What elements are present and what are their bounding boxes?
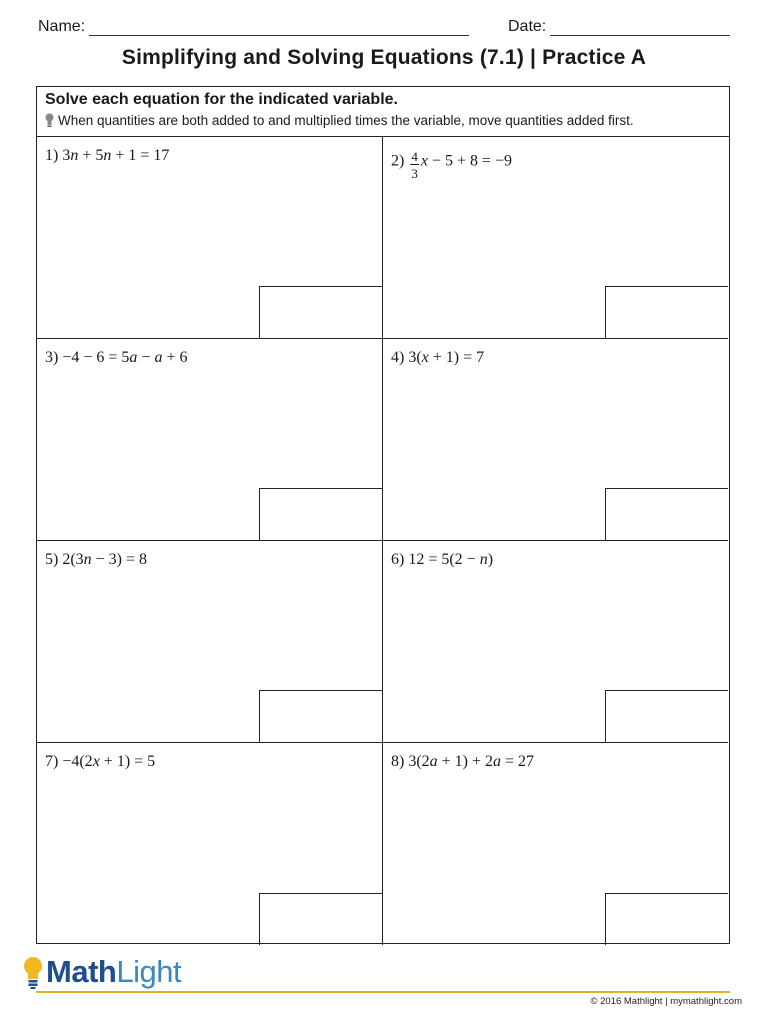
instructions-main: Solve each equation for the indicated variable. — [45, 91, 398, 108]
problem-number: 5) — [45, 551, 59, 568]
answer-box[interactable] — [605, 893, 728, 945]
problem-cell[interactable] — [383, 541, 728, 743]
problem-6: 6) 12 = 5(2 − n) — [391, 551, 494, 568]
problem-5: 5) 2(3n − 3) = 8 — [45, 551, 148, 568]
name-label: Name: — [38, 18, 86, 35]
problem-1: 1) 3n + 5n + 1 = 17 — [45, 147, 170, 164]
mathlight-logo — [22, 954, 181, 990]
lightbulb-icon — [45, 113, 54, 128]
logo-text — [46, 954, 181, 990]
logo-math: Math — [46, 954, 117, 989]
problem-3: 3) −4 − 6 = 5a − a + 6 — [45, 349, 188, 366]
answer-box[interactable] — [259, 893, 382, 945]
problem-cell[interactable] — [37, 541, 383, 743]
footer-divider — [36, 991, 730, 993]
name-field[interactable] — [38, 18, 469, 36]
problem-cell[interactable] — [383, 137, 728, 339]
name-blank[interactable] — [89, 19, 469, 36]
problem-number: 2) — [391, 152, 405, 170]
problem-cell[interactable] — [383, 339, 728, 541]
problem-number: 3) — [45, 349, 59, 366]
problem-cell[interactable] — [37, 137, 383, 339]
fraction-4-3: $\frac{4}{3}$ — [411, 149, 418, 181]
logo-light: Light — [116, 954, 182, 989]
problem-4: 4) 3(x + 1) = 7 — [391, 349, 485, 366]
lightbulb-icon — [22, 955, 44, 989]
instructions-tip — [45, 113, 723, 128]
answer-box[interactable] — [259, 286, 382, 338]
answer-box[interactable] — [259, 690, 382, 742]
problem-cell[interactable] — [383, 743, 728, 945]
problem-8: 8) 3(2a + 1) + 2a = 27 — [391, 753, 535, 770]
date-field[interactable] — [508, 18, 730, 36]
copyright: © 2016 Mathlight | mymathlight.com — [590, 996, 742, 1007]
problem-number: 8) — [391, 753, 405, 770]
problem-cell[interactable] — [37, 743, 383, 945]
problem-number: 6) — [391, 551, 405, 568]
problem-number: 7) — [45, 753, 59, 770]
worksheet-title: Simplifying and Solving Equations (7.1) | Practice A — [121, 46, 647, 69]
date-blank[interactable] — [550, 19, 730, 36]
problem-number: 4) — [391, 349, 405, 366]
instructions — [37, 87, 729, 137]
problem-7: 7) −4(2x + 1) = 5 — [45, 753, 156, 770]
answer-box[interactable] — [259, 488, 382, 540]
problem-grid — [37, 137, 729, 945]
problem-2: 2) $\frac{4}{3}$ x − 5 + 8 = −9 — [391, 149, 513, 181]
answer-box[interactable] — [605, 286, 728, 338]
problem-cell[interactable] — [37, 339, 383, 541]
answer-box[interactable] — [605, 690, 728, 742]
tip-text: When quantities are both added to and multiplied times the variable, move quantities added first. — [58, 113, 634, 128]
problem-number: 1) — [45, 147, 59, 164]
answer-box[interactable] — [605, 488, 728, 540]
date-label: Date: — [508, 18, 547, 35]
worksheet-frame — [36, 86, 730, 944]
